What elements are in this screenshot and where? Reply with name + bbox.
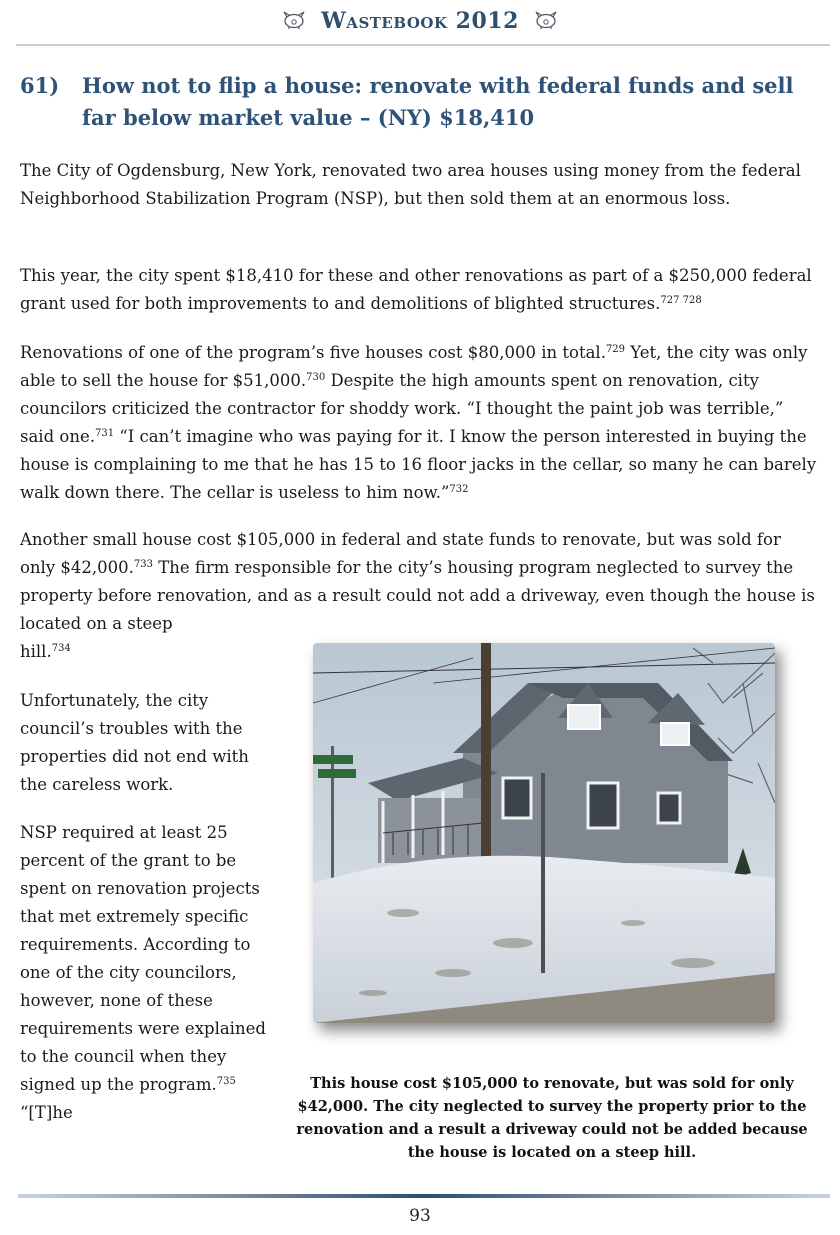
paragraph-text: “I can’t imagine who was paying for it. I know the person interested in buying the house is complaining to me that he has 15 to 16 floor jacks in the cellar, so many he can barely walk down there. The cellar is useless to him now.”	[20, 427, 817, 502]
header-title: Wastebook 2012	[321, 8, 519, 34]
paragraph-second-house	[20, 526, 820, 638]
footnote-ref: 733	[133, 559, 153, 570]
section-title: How not to flip a house: renovate with federal funds and sell far below market value – (NY) $18,410	[82, 73, 794, 130]
figure-caption: This house cost $105,000 to renovate, but was sold for only $42,000. The city neglected to survey the property prior to the renovation and a result a driveway could not be added because the house is located on a steep hill.	[296, 1075, 808, 1161]
paragraph-text: This year, the city spent $18,410 for these and other renovations as part of a $250,000 federal grant used for both improvements to and demolitions of blighted structures.	[20, 266, 812, 313]
footnote-ref: 734	[51, 643, 71, 654]
paragraph-hill	[20, 638, 272, 666]
footnote-ref: 730	[306, 372, 326, 383]
paragraph-renovations	[20, 339, 820, 507]
paragraph-text: The City of Ogdensburg, New York, renovated two area houses using money from the federal Neighborhood Stabilization Program (NSP), but then sold them at an enormous loss.	[20, 161, 801, 208]
section-number: 61)	[20, 73, 60, 98]
section-heading	[20, 70, 800, 134]
page-number: 93	[409, 1206, 431, 1226]
paragraph-troubles	[20, 687, 272, 799]
paragraph-text: “[T]he	[20, 1103, 73, 1122]
footnote-ref: 729	[605, 344, 626, 355]
paragraph-text: Renovations of one of the program’s five houses cost $80,000 in total.	[20, 343, 606, 362]
paragraph-text: The firm responsible for the city’s housing program neglected to survey the property before renovation, and as a result could not add a driveway, even though the house is located on a steep	[20, 558, 815, 633]
footnote-ref: 731	[94, 428, 115, 439]
pig-logo-icon	[533, 10, 559, 30]
footer-divider	[18, 1194, 830, 1198]
paragraph-text: Unfortunately, the city council’s troubles with the properties did not end with the careless work.	[20, 691, 249, 794]
footnote-ref: 732	[449, 484, 469, 495]
footnote-ref: 735	[216, 1076, 236, 1087]
paragraph-nsp	[20, 819, 272, 1127]
house-photo	[313, 643, 775, 1023]
paragraph-intro	[20, 157, 820, 213]
house-illustration	[313, 643, 775, 1023]
paragraph-text: hill.	[20, 642, 52, 661]
running-header	[0, 8, 840, 34]
pig-logo-icon	[281, 10, 307, 30]
paragraph-text: Despite the high amounts spent on renovation, city councilors criticized the contractor for shoddy work. “I thought the paint job was terrible,” said one.	[20, 371, 784, 446]
paragraph-spending	[20, 262, 820, 318]
paragraph-text: Yet, the city was only able to sell the house for $51,000.	[20, 343, 808, 390]
footnote-ref: 727 728	[660, 295, 702, 306]
paragraph-text: Another small house cost $105,000 in federal and state funds to renovate, but was sold for only $42,000.	[20, 530, 781, 577]
header-divider	[16, 44, 830, 46]
paragraph-text: NSP required at least 25 percent of the grant to be spent on renovation projects that met extremely specific requirements. According to one of the city councilors, however, none of these requirements were explained to the council when they signed up the program.	[20, 823, 266, 1094]
